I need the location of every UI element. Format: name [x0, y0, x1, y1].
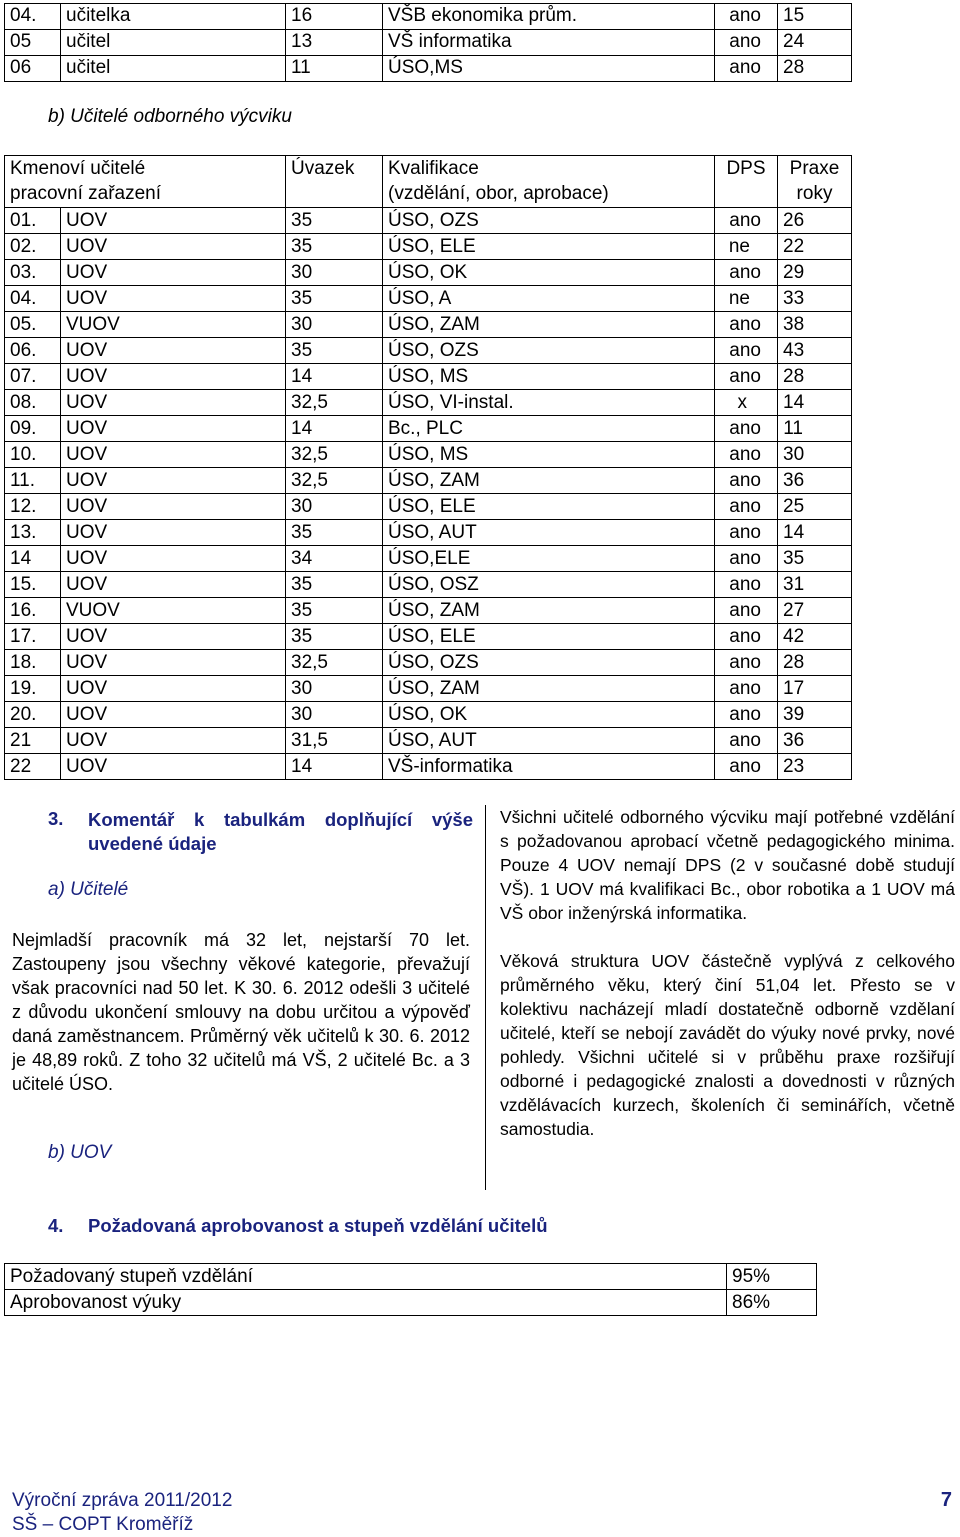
cell-dps: ano [715, 520, 778, 546]
cell-dps: ano [715, 546, 778, 572]
cell-praxe: 36 [778, 468, 852, 494]
cell-number: 07. [5, 364, 61, 390]
cell-praxe: 14 [778, 390, 852, 416]
cell-qualification: ÚSO, ZAM [383, 598, 715, 624]
cell-dps: ano [715, 208, 778, 234]
cell-dps: ne [715, 234, 778, 260]
header-col1-line2: pracovní zařazení [10, 183, 162, 204]
header-col5-line1: Praxe [789, 158, 840, 179]
cell-role: UOV [61, 702, 286, 728]
cell-role: UOV [61, 260, 286, 286]
header-col1-line1: Kmenoví učitelé [10, 158, 146, 179]
cell-uvazek: 31,5 [286, 728, 383, 754]
cell-praxe: 23 [778, 754, 852, 780]
cell-number: 04. [5, 286, 61, 312]
cell-uvazek: 30 [286, 260, 383, 286]
cell-uvazek: 30 [286, 494, 383, 520]
cell-role: učitel [61, 56, 286, 82]
cell-dps: ano [715, 572, 778, 598]
cell-number: 21 [5, 728, 61, 754]
table-row [5, 390, 852, 416]
section3-number: 3. [48, 808, 64, 829]
cell-praxe: 14 [778, 520, 852, 546]
section3-right [485, 805, 955, 1190]
cell-dps: ano [715, 598, 778, 624]
section3-para-a: Nejmladší pracovník má 32 let, nejstarší 70 let. Zastoupeny jsou všechny věkové kategorie, převažují však pracovníci nad 50 let. K 30. 6. 2012 odešli 3 učitelé z důvodu ukončení smlouvy na dobu určitou a výpověď daná zaměstnancem. Průměrný věk učitelů k 30. 6. 2012 je 48,89 roků. Z toho 32 učitelů má VŠ, 2 učitelé Bc. a 3 učitelé ÚSO. [12, 930, 470, 1094]
cell-uvazek: 35 [286, 520, 383, 546]
cell-number: 17. [5, 624, 61, 650]
cell-qualification: ÚSO,MS [383, 56, 715, 82]
cell-praxe: 43 [778, 338, 852, 364]
table-row [5, 650, 852, 676]
header-col4: DPS [715, 156, 778, 208]
cell-number: 15. [5, 572, 61, 598]
cell-praxe: 27 [778, 598, 852, 624]
page-number: 7 [940, 1489, 952, 1511]
cell-qualification: ÚSO, AUT [383, 520, 715, 546]
cell-dps: ano [715, 702, 778, 728]
table-row [5, 338, 852, 364]
cell-number: 05 [5, 30, 61, 56]
cell-qualification: ÚSO, MS [383, 364, 715, 390]
cell-qualification: VŠ-informatika [383, 754, 715, 780]
table-row [5, 234, 852, 260]
cell-role: UOV [61, 520, 286, 546]
footer-report-title: Výroční zpráva 2011/2012 [12, 1490, 233, 1511]
section3-right-para2: Věková struktura UOV částečně vyplývá z celkového průměrného věku, který činí 51,04 let. Přesto se v kolektivu nacházejí mladí dostatečně odborně vzdělaní učitelé, kteří se nebojí zavádět do výuky nové prvky, nové pohledy. Všichni učitelé si v průběhu praxe rozšiřují odborné i pedagogické znalosti a dovednosti v různých vzdělávacích kurzech, školeních či seminářích, včetně samostudia. [500, 951, 955, 1139]
cell-uvazek: 35 [286, 234, 383, 260]
cell-praxe: 30 [778, 442, 852, 468]
cell-number: 18. [5, 650, 61, 676]
cell-praxe: 25 [778, 494, 852, 520]
cell-dps: ano [715, 260, 778, 286]
cell-dps: ano [715, 468, 778, 494]
table-row [5, 312, 852, 338]
cell-number: 14 [5, 546, 61, 572]
cell-uvazek: 34 [286, 546, 383, 572]
section3-sub-a: a) Učitelé [48, 879, 129, 900]
cell-qualification: ÚSO, ZAM [383, 468, 715, 494]
cell-qualification: ÚSO, ZAM [383, 676, 715, 702]
cell-praxe: 33 [778, 286, 852, 312]
cell-role: UOV [61, 416, 286, 442]
cell-uvazek: 30 [286, 676, 383, 702]
header-col2: Úvazek [286, 156, 383, 208]
cell-number: 13. [5, 520, 61, 546]
cell-dps: ano [715, 30, 778, 56]
table-row [5, 208, 852, 234]
cell-uvazek: 32,5 [286, 390, 383, 416]
table-row [5, 30, 852, 56]
cell-number: 02. [5, 234, 61, 260]
cell-dps: ano [715, 624, 778, 650]
section4-number: 4. [48, 1215, 64, 1236]
cell-praxe: 36 [778, 728, 852, 754]
cell-uvazek: 16 [286, 4, 383, 30]
cell-qualification: ÚSO, AUT [383, 728, 715, 754]
cell-praxe: 24 [778, 30, 852, 56]
cell-qualification: ÚSO, OZS [383, 650, 715, 676]
cell-praxe: 28 [778, 56, 852, 82]
cell-uvazek: 32,5 [286, 442, 383, 468]
table-row [5, 520, 852, 546]
cell-dps: ano [715, 416, 778, 442]
header-col3-line1: Kvalifikace [388, 158, 479, 179]
cell-dps: ano [715, 754, 778, 780]
cell-dps: ano [715, 56, 778, 82]
cell-uvazek: 32,5 [286, 468, 383, 494]
cell-qualification: VŠ informatika [383, 30, 715, 56]
section3-sub-b: b) UOV [48, 1142, 112, 1163]
cell-praxe: 29 [778, 260, 852, 286]
section4-title: Požadovaná aprobovanost a stupeň vzdělání učitelů [88, 1215, 548, 1236]
cell-role: UOV [61, 338, 286, 364]
cell-role: UOV [61, 624, 286, 650]
header-col5-line2: roky [796, 183, 833, 204]
cell-role: UOV [61, 208, 286, 234]
cell-number: 03. [5, 260, 61, 286]
cell-role: VUOV [61, 598, 286, 624]
table-row [5, 468, 852, 494]
table-row [5, 728, 852, 754]
section-b-title: b) Učitelé odborného výcviku [48, 106, 292, 127]
cell-praxe: 39 [778, 702, 852, 728]
cell-qualification: ÚSO, ELE [383, 624, 715, 650]
cell-praxe: 15 [778, 4, 852, 30]
cell-praxe: 22 [778, 234, 852, 260]
cell-qualification: ÚSO, OSZ [383, 572, 715, 598]
cell-number: 05. [5, 312, 61, 338]
cell-qualification: Bc., PLC [383, 416, 715, 442]
cell-dps: ano [715, 364, 778, 390]
cell-qualification: ÚSO, VI-instal. [383, 390, 715, 416]
cell-qualification: ÚSO,ELE [383, 546, 715, 572]
table-row [5, 754, 852, 780]
table-row [5, 494, 852, 520]
cell-dps: ano [715, 676, 778, 702]
cell-number: 16. [5, 598, 61, 624]
cell-role: UOV [61, 572, 286, 598]
cell-number: 09. [5, 416, 61, 442]
cell-praxe: 26 [778, 208, 852, 234]
table-row [5, 442, 852, 468]
uov-table-header [5, 156, 852, 208]
cell-uvazek: 30 [286, 312, 383, 338]
cell-uvazek: 35 [286, 286, 383, 312]
cell-number: 12. [5, 494, 61, 520]
cell-role: UOV [61, 728, 286, 754]
cell-number: 11. [5, 468, 61, 494]
cell-praxe: 38 [778, 312, 852, 338]
table-row [5, 56, 852, 82]
table-row [5, 702, 852, 728]
qualification-label: Aprobovanost výuky [5, 1290, 727, 1316]
table-row [5, 676, 852, 702]
uov-table [4, 155, 852, 780]
cell-praxe: 17 [778, 676, 852, 702]
header-col3-line2: (vzdělání, obor, aprobace) [388, 183, 609, 204]
cell-uvazek: 32,5 [286, 650, 383, 676]
cell-qualification: ÚSO, OK [383, 260, 715, 286]
cell-dps: x [715, 390, 778, 416]
cell-uvazek: 14 [286, 416, 383, 442]
cell-number: 22 [5, 754, 61, 780]
qualification-value: 95% [727, 1264, 817, 1290]
cell-uvazek: 13 [286, 30, 383, 56]
cell-dps: ano [715, 338, 778, 364]
cell-number: 06. [5, 338, 61, 364]
cell-praxe: 42 [778, 624, 852, 650]
cell-role: UOV [61, 546, 286, 572]
qualification-value: 86% [727, 1290, 817, 1316]
section3-title-line2: uvedené údaje [88, 833, 217, 854]
cell-role: UOV [61, 364, 286, 390]
cell-uvazek: 14 [286, 754, 383, 780]
cell-praxe: 35 [778, 546, 852, 572]
cell-qualification: ÚSO, MS [383, 442, 715, 468]
cell-qualification: ÚSO, ZAM [383, 312, 715, 338]
table-row [5, 624, 852, 650]
cell-role: UOV [61, 234, 286, 260]
cell-number: 01. [5, 208, 61, 234]
cell-qualification: ÚSO, ELE [383, 234, 715, 260]
cell-role: UOV [61, 286, 286, 312]
cell-qualification: ÚSO, ELE [383, 494, 715, 520]
table-row [5, 364, 852, 390]
table-row [5, 546, 852, 572]
cell-praxe: 11 [778, 416, 852, 442]
cell-uvazek: 35 [286, 572, 383, 598]
cell-role: učitel [61, 30, 286, 56]
cell-qualification: ÚSO, OK [383, 702, 715, 728]
cell-role: VUOV [61, 312, 286, 338]
cell-role: UOV [61, 494, 286, 520]
cell-dps: ano [715, 442, 778, 468]
cell-praxe: 28 [778, 364, 852, 390]
qualification-table [4, 1263, 817, 1316]
cell-uvazek: 35 [286, 338, 383, 364]
cell-dps: ano [715, 312, 778, 338]
table-row [5, 286, 852, 312]
cell-praxe: 31 [778, 572, 852, 598]
qualification-row [5, 1290, 817, 1316]
qualification-row [5, 1264, 817, 1290]
cell-number: 08. [5, 390, 61, 416]
cell-dps: ano [715, 650, 778, 676]
cell-uvazek: 35 [286, 624, 383, 650]
section3-title [88, 808, 473, 856]
cell-role: UOV [61, 676, 286, 702]
cell-dps: ano [715, 4, 778, 30]
cell-role: učitelka [61, 4, 286, 30]
cell-dps: ano [715, 728, 778, 754]
cell-uvazek: 11 [286, 56, 383, 82]
teachers-table-top [4, 3, 852, 82]
cell-qualification: VŠB ekonomika prům. [383, 4, 715, 30]
cell-number: 04. [5, 4, 61, 30]
cell-dps: ne [715, 286, 778, 312]
section3-right-para1: Všichni učitelé odborného výcviku mají potřebné vzdělání s požadovanou aprobací včetně pedagogického minima. Pouze 4 UOV nemají DPS (2 v současné době studují VŠ). 1 UOV má kvalifikaci Bc., obor robotika a 1 UOV má VŠ obor inženýrská informatika. [500, 807, 955, 923]
table-row [5, 416, 852, 442]
qualification-label: Požadovaný stupeň vzdělání [5, 1264, 727, 1290]
cell-number: 20. [5, 702, 61, 728]
cell-role: UOV [61, 390, 286, 416]
cell-uvazek: 30 [286, 702, 383, 728]
cell-number: 19. [5, 676, 61, 702]
cell-uvazek: 14 [286, 364, 383, 390]
cell-role: UOV [61, 442, 286, 468]
cell-qualification: ÚSO, OZS [383, 338, 715, 364]
cell-role: UOV [61, 650, 286, 676]
cell-role: UOV [61, 754, 286, 780]
cell-qualification: ÚSO, A [383, 286, 715, 312]
cell-praxe: 28 [778, 650, 852, 676]
cell-uvazek: 35 [286, 598, 383, 624]
section3-title-line1: Komentář k tabulkám doplňující výše [88, 809, 473, 830]
table-row [5, 572, 852, 598]
table-row [5, 4, 852, 30]
footer-school-name: SŠ – COPT Kroměříž [12, 1514, 194, 1535]
cell-dps: ano [715, 494, 778, 520]
cell-number: 06 [5, 56, 61, 82]
cell-number: 10. [5, 442, 61, 468]
table-row [5, 260, 852, 286]
cell-uvazek: 35 [286, 208, 383, 234]
cell-qualification: ÚSO, OZS [383, 208, 715, 234]
table-row [5, 598, 852, 624]
cell-role: UOV [61, 468, 286, 494]
